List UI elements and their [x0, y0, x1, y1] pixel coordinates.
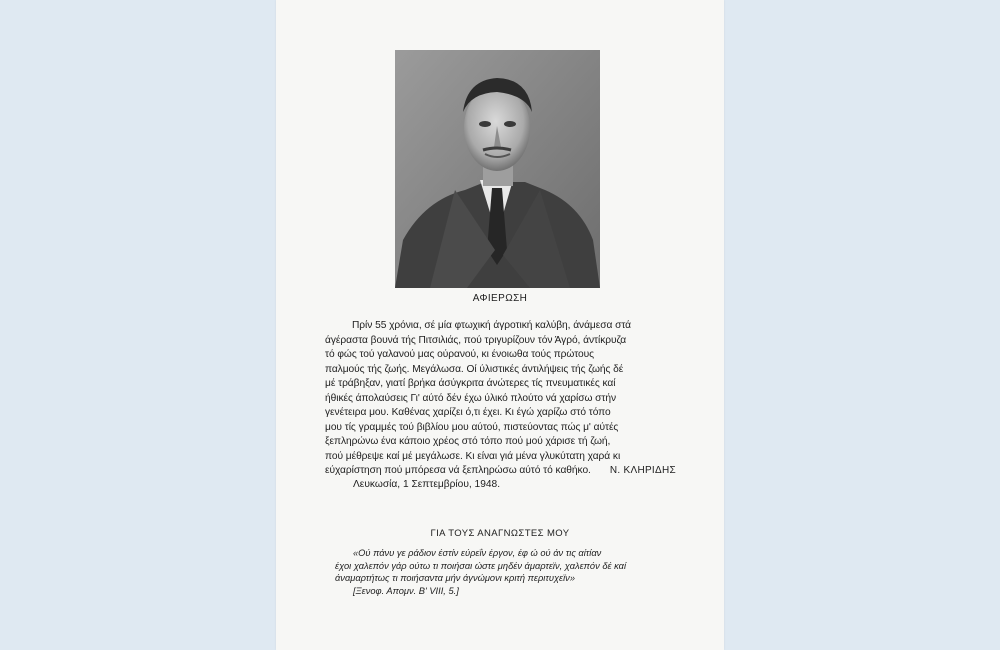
- dedication-line: άγέραστα βουνά τής Πιτσιλιάς, πού τριγυρίζουν τόν Άγρό, άντίκρυζα: [325, 334, 627, 346]
- quote-citation: [Ξενοφ. Απομν. Β' VIII, 5.]: [353, 585, 459, 596]
- dedication-line: ήθικές άπολαύσεις Γι' αύτό δέν έχω ύλικό πλούτο νά χαρίσω στήν: [325, 392, 617, 404]
- place-date: Λευκωσία, 1 Σεπτεμβρίου, 1948.: [353, 479, 501, 490]
- dedication-title: ΑΦΙΕΡΩΣΗ: [472, 293, 528, 304]
- quote-line: άναμαρτήτως τι ποιήσαντα μήν άγνώμονι κριτή περιτυχεϊν»: [335, 573, 575, 583]
- dedication-line: παλμούς τής ζωής. Μεγάλωσα. Οί ύλιστικές άντιλήψεις τής ζωής δέ: [325, 363, 624, 375]
- dedication-line: εύχαρίστηση πού μπόρεσα νά ξεπληρώσω αύτό τό καθήκο.: [325, 465, 591, 476]
- dedication-line: πού μέθρεψε καί μέ μεγάλωσε. Κι είναι γιά μένα γλυκύτατη χαρά κι: [325, 450, 621, 462]
- portrait-photo: [395, 50, 600, 288]
- quote-line: έχοι χαλεπόν γάρ ούτω τι ποιήσαι ώστε μηδέν άμαρτεϊν, χαλεπόν δέ καί: [335, 560, 627, 571]
- dedication-line: ξεπληρώνω ένα κάποιο χρέος στό τόπο πού μού χάρισε τή ζωή,: [325, 436, 611, 447]
- dedication-line: τό φώς τού γαλανού μας ούρανού, κι ένοιωθα τούς πρώτους: [325, 349, 595, 360]
- quote-line: «Ού πάνυ γε ράδιον έστίν εύρεΐν έργον, έφ ώ ού άν τις αίτίαν: [353, 548, 602, 558]
- dedication-line: Πρίν 55 χρόνια, σέ μία φτωχική άγροτική καλύβη, άνάμεσα στά: [352, 320, 631, 331]
- readers-section-title: ΓΙΑ ΤΟΥΣ ΑΝΑΓΝΩΣΤΕΣ ΜΟΥ: [430, 528, 570, 539]
- dedication-line: γενέτειρα μου. Καθένας χαρίζει ό,τι έχει. Κι έγώ χαρίζω στό τόπο: [325, 407, 611, 418]
- xenophon-quote: [335, 547, 665, 597]
- dedication-line: μέ τράβηξαν, γιατί βρήκα άσύγκριτα άνώτερες τίς πνευματικές καί: [325, 378, 616, 389]
- portrait-photo-drawing: [395, 50, 600, 288]
- dedication-line: μου τίς γραμμές τού βιβλίου μου αύτού, πιστεύοντας πώς μ' αύτές: [325, 421, 619, 433]
- dedication-text: [325, 319, 675, 479]
- author-signature: Ν. ΚΛΗΡΙΔΗΣ: [609, 465, 676, 476]
